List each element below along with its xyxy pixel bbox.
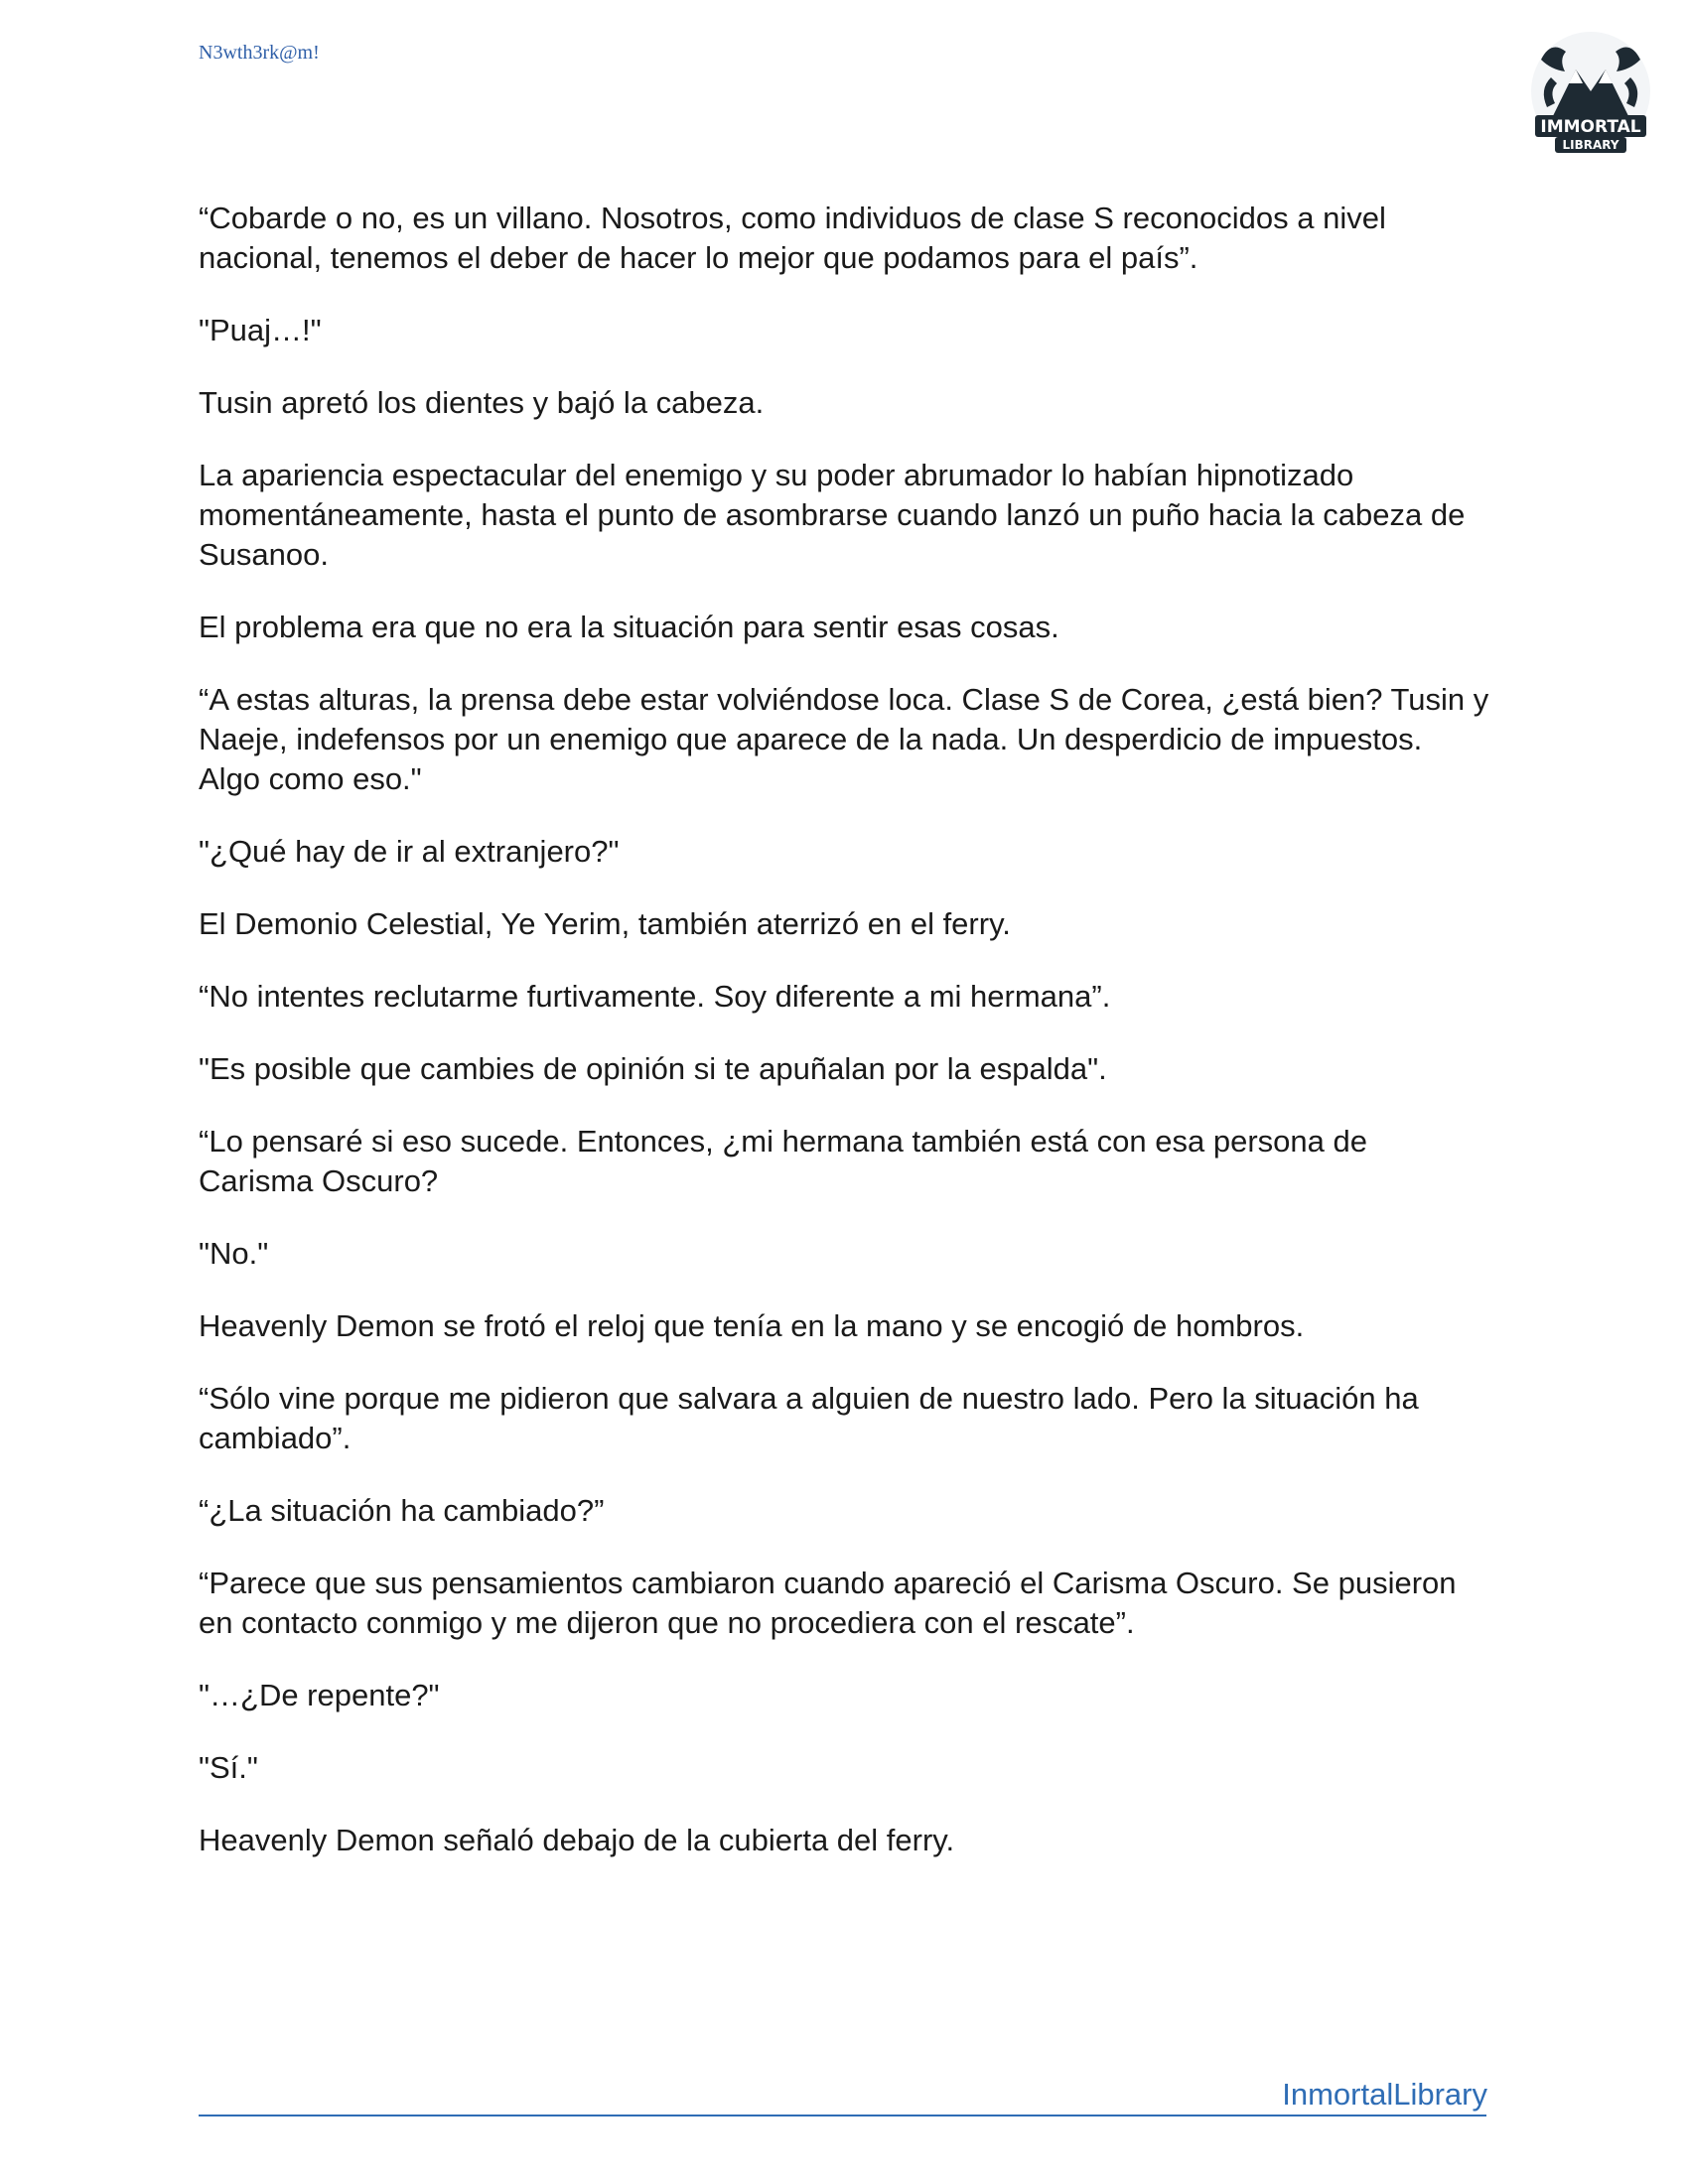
paragraph: "Es posible que cambies de opinión si te apuñalan por la espalda". [199,1051,1107,1086]
immortal-library-logo [1521,30,1660,159]
logo-text-line1: IMMORTAL [1540,117,1641,137]
paragraph: “Lo pensaré si eso sucede. Entonces, ¿mi hermana también está con esa persona de Carisma Oscuro? [199,1124,1367,1198]
paragraph: “No intentes reclutarme furtivamente. Soy diferente a mi hermana”. [199,979,1111,1014]
footer-divider [199,2115,1486,2116]
logo-text-line2: LIBRARY [1562,138,1619,152]
footer-link[interactable]: InmortalLibrary [1282,2077,1487,2112]
paragraph: "…¿De repente?" [199,1678,440,1712]
paragraph: “¿La situación ha cambiado?” [199,1493,605,1528]
paragraph: "No." [199,1236,269,1271]
paragraph: "¿Qué hay de ir al extranjero?" [199,834,620,869]
document-body [199,199,1489,1893]
paragraph: El problema era que no era la situación para sentir esas cosas. [199,610,1059,644]
header-tag: N3wth3rk@m! [199,42,320,64]
paragraph: “Cobarde o no, es un villano. Nosotros, como individuos de clase S reconocidos a nivel nacional, tenemos el deber de hacer lo mejor que podamos para el país”. [199,201,1386,275]
paragraph: Tusin apretó los dientes y bajó la cabeza. [199,385,765,420]
paragraph: El Demonio Celestial, Ye Yerim, también aterrizó en el ferry. [199,906,1011,941]
paragraph: Heavenly Demon señaló debajo de la cubierta del ferry. [199,1823,955,1857]
paragraph: “A estas alturas, la prensa debe estar volviéndose loca. Clase S de Corea, ¿está bien? Tusin y Naeje, indefensos por un enemigo que aparece de la nada. Un desperdicio de impuestos. Algo como eso." [199,682,1489,796]
paragraph: "Puaj…!" [199,313,322,347]
paragraph: “Parece que sus pensamientos cambiaron cuando apareció el Carisma Oscuro. Se pusieron en contacto conmigo y me dijeron que no procediera con el rescate”. [199,1566,1457,1640]
paragraph: “Sólo vine porque me pidieron que salvara a alguien de nuestro lado. Pero la situación ha cambiado”. [199,1381,1419,1455]
paragraph: Heavenly Demon se frotó el reloj que tenía en la mano y se encogió de hombros. [199,1308,1305,1343]
paragraph: "Sí." [199,1750,258,1785]
paragraph: La apariencia espectacular del enemigo y su poder abrumador lo habían hipnotizado momentáneamente, hasta el punto de asombrarse cuando lanzó un puño hacia la cabeza de Susanoo. [199,458,1466,572]
